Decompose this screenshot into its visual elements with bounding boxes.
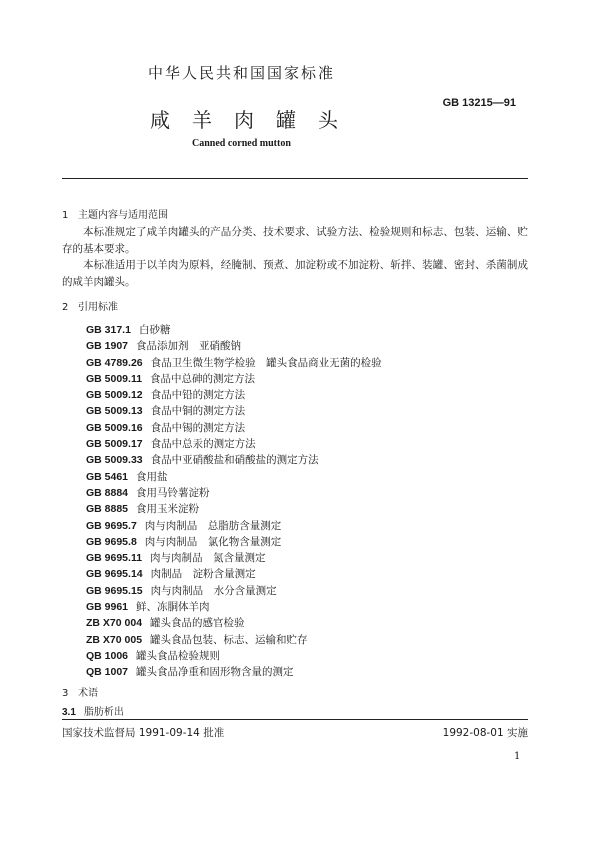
scope-paragraph: 本标准规定了咸羊肉罐头的产品分类、技术要求、试验方法、检验规则和标志、包装、运输、贮存的基本要求。 [62, 226, 528, 255]
reference-item [86, 452, 382, 468]
reference-title: 食品中总汞的测定方法 [150, 438, 256, 451]
reference-title: 食品中铜的测定方法 [150, 405, 246, 418]
reference-code: GB 5009.17 [86, 438, 143, 451]
reference-title: 鲜、冻胴体羊肉 [136, 601, 210, 614]
reference-item [86, 501, 382, 517]
reference-title: 罐头食品检验规则 [136, 649, 221, 662]
section-number: 2 [62, 302, 69, 313]
reference-item [86, 403, 382, 419]
reference-code: ZB X70 004 [86, 617, 143, 630]
reference-code: GB 9695.8 [86, 535, 137, 548]
reference-item [86, 436, 382, 452]
footer-divider [62, 719, 528, 720]
term-number: 3.1 [62, 707, 76, 718]
reference-item [86, 550, 382, 566]
reference-code: GB 9695.15 [86, 584, 143, 597]
reference-code: GB 9695.14 [86, 568, 143, 581]
reference-title: 肉与肉制品 总脂肪含量测定 [144, 519, 282, 532]
term-text: 脂肪析出 [83, 707, 124, 718]
reference-code: GB 5009.16 [86, 421, 143, 434]
reference-title: 白砂糖 [138, 324, 171, 336]
reference-code: GB 9961 [86, 601, 129, 614]
reference-code: ZB X70 005 [86, 633, 143, 646]
reference-item [86, 371, 382, 387]
reference-title: 食用马铃薯淀粉 [136, 486, 210, 499]
reference-item [86, 469, 382, 485]
reference-title: 肉与肉制品 氯化物含量测定 [144, 535, 282, 548]
reference-title: 食用盐 [136, 470, 168, 483]
english-title: Canned corned mutton [192, 138, 291, 149]
reference-item [86, 599, 382, 615]
term-3-1 [62, 703, 124, 718]
reference-code: GB 5009.33 [86, 454, 143, 467]
reference-title: 罐头食品的感官检验 [150, 617, 245, 630]
reference-item [86, 485, 382, 501]
reference-code: GB 317.1 [86, 324, 131, 336]
section-1-heading [62, 206, 168, 221]
reference-code: GB 5009.11 [86, 372, 143, 385]
reference-code: GB 8885 [86, 503, 129, 516]
section-title: 主题内容与适用范围 [78, 210, 168, 221]
section-number: 3 [62, 688, 69, 699]
reference-code: GB 9695.7 [86, 519, 137, 532]
reference-title: 食品中总砷的测定方法 [150, 372, 256, 385]
reference-item [86, 566, 382, 582]
reference-title: 罐头食品包装、标志、运输和贮存 [150, 633, 308, 646]
reference-title: 食用玉米淀粉 [136, 503, 200, 516]
standard-code: GB 13215—91 [442, 97, 516, 109]
reference-list [86, 322, 382, 681]
reference-item [86, 632, 382, 648]
reference-item [86, 518, 382, 534]
reference-item [86, 420, 382, 436]
section-2-heading [62, 298, 118, 313]
reference-title: 食品中锡的测定方法 [150, 421, 246, 434]
reference-title: 肉与肉制品 水分含量测定 [150, 584, 277, 597]
reference-item [86, 387, 382, 403]
reference-item [86, 664, 382, 680]
page-number: 1 [514, 751, 521, 762]
reference-title: 食品添加剂 亚硝酸钠 [136, 340, 242, 353]
reference-code: GB 5009.12 [86, 389, 143, 402]
reference-item [86, 534, 382, 550]
reference-item [86, 583, 382, 599]
effective-date: 1992-08-01 实施 [442, 727, 528, 739]
reference-code: QB 1006 [86, 649, 129, 662]
reference-item [86, 648, 382, 664]
reference-title: 食品中铅的测定方法 [150, 389, 246, 402]
section-title: 引用标准 [78, 302, 118, 313]
reference-title: 罐头食品净重和固形物含量的测定 [136, 666, 294, 679]
reference-title: 肉与肉制品 氮含量测定 [150, 552, 266, 565]
section-title: 术语 [78, 688, 98, 699]
reference-item [86, 322, 382, 338]
reference-code: GB 1907 [86, 340, 129, 353]
reference-code: GB 9695.11 [86, 552, 143, 565]
reference-title: 食品卫生微生物学检验 罐头食品商业无菌的检验 [150, 356, 382, 369]
applicability-paragraph: 本标准适用于以羊肉为原料，经腌制、预煮、加淀粉或不加淀粉、斩拌、装罐、密封、杀菌制成的咸羊肉罐头。 [62, 259, 528, 288]
reference-title: 食品中亚硝酸盐和硝酸盐的测定方法 [150, 454, 319, 467]
reference-item [86, 615, 382, 631]
reference-item [86, 338, 382, 354]
page-title: 咸羊肉罐头 [150, 108, 360, 132]
section-3-heading [62, 684, 98, 699]
reference-item [86, 355, 382, 371]
section-number: 1 [62, 210, 69, 221]
reference-title: 肉制品 淀粉含量测定 [150, 568, 256, 581]
reference-code: GB 4789.26 [86, 356, 143, 369]
standard-org-heading: 中华人民共和国国家标准 [148, 64, 336, 82]
reference-code: QB 1007 [86, 666, 129, 679]
approval-date: 国家技术监督局 1991-09-14 批准 [62, 727, 225, 739]
reference-code: GB 5461 [86, 470, 129, 483]
header-divider [62, 178, 528, 179]
reference-code: GB 5009.13 [86, 405, 143, 418]
reference-code: GB 8884 [86, 486, 129, 499]
